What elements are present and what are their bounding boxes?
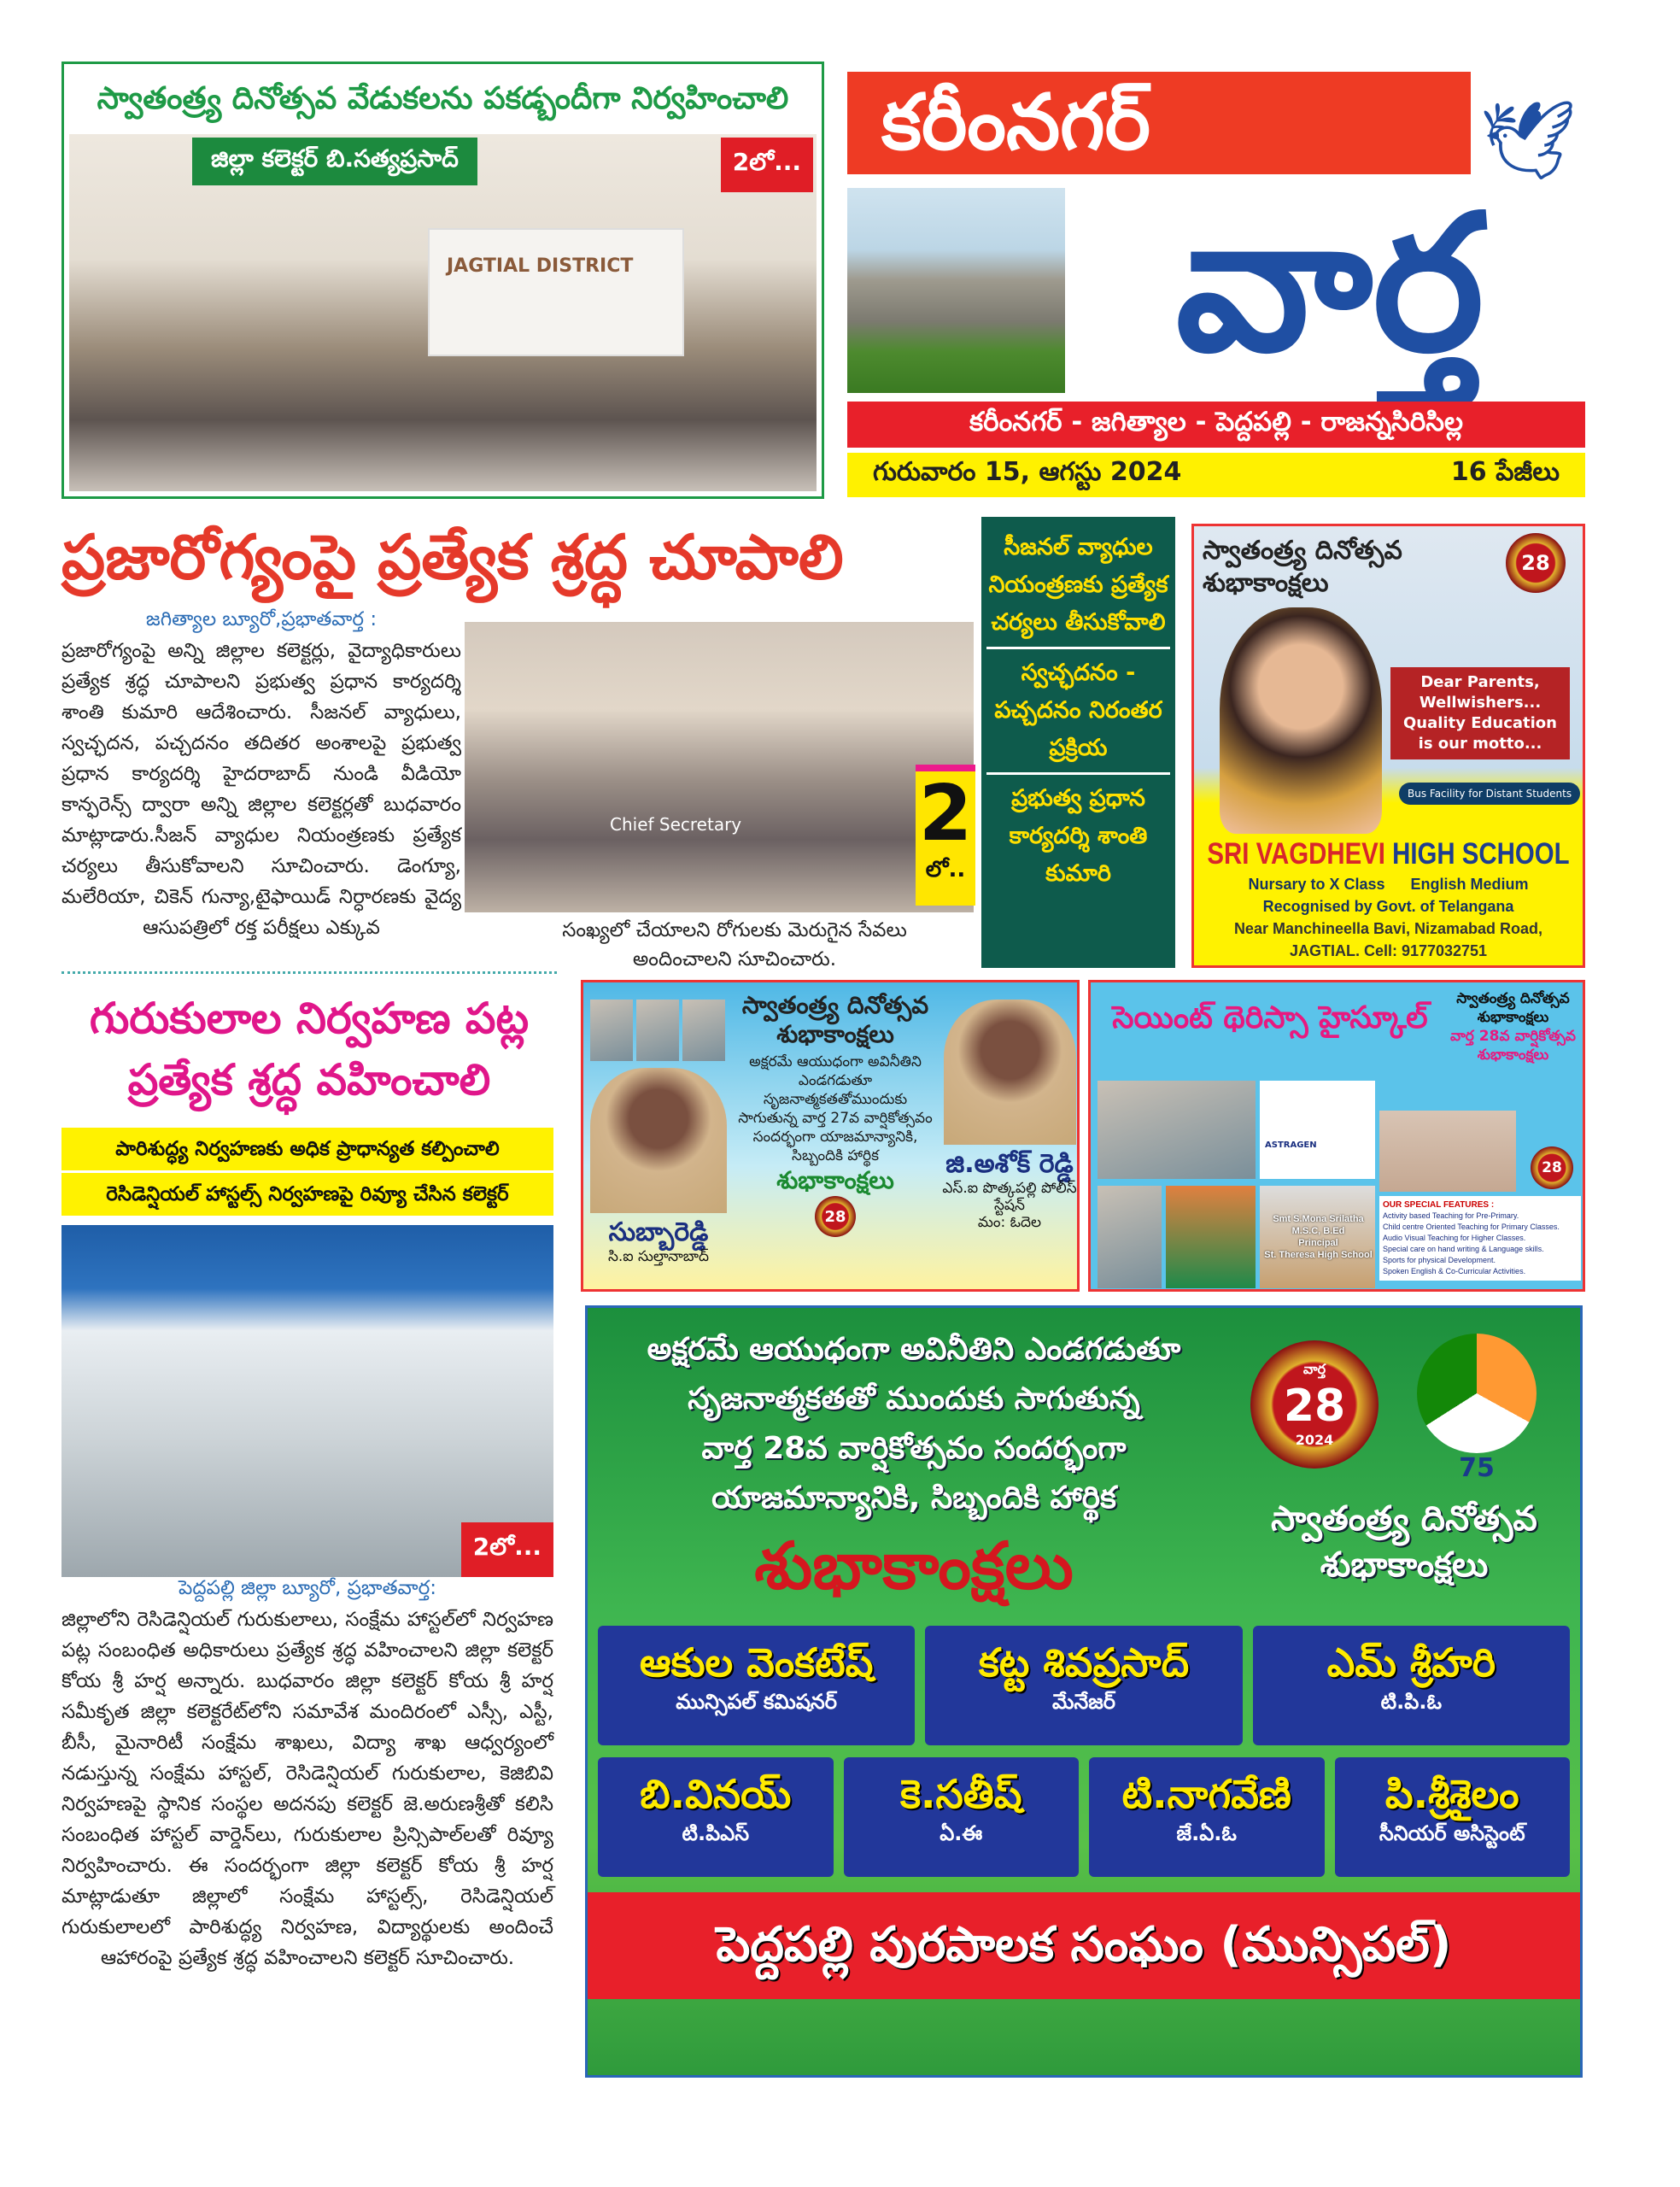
ad-title: స్వాతంత్ర్య దినోత్సవ శుభాకాంక్షలు: [741, 991, 929, 1048]
person-name: బి.వినయ్: [640, 1771, 792, 1817]
ad-wishes: శుభాకాంక్షలు: [776, 1166, 894, 1194]
features-list: [1379, 1196, 1581, 1281]
person-name: టి.నాగవేణి: [1121, 1771, 1291, 1817]
continued-page: 2: [918, 769, 973, 859]
school-details: [1194, 836, 1583, 962]
ad-footer: పెద్దపల్లి పురపాలక సంఘం (మున్సిపల్): [588, 1892, 1580, 1999]
person-card: [1089, 1757, 1325, 1877]
guru-byline: పెద్దపల్లి జిల్లా బ్యూరో, ప్రభాతవార్త:: [179, 1577, 436, 1599]
person-designation: ఎస్.ఐ పొత్కపల్లి పోలీస్ స్టేషన్: [942, 1180, 1077, 1214]
anniversary-badge: 28: [1506, 533, 1566, 593]
feature-item: Audio Visual Teaching for Higher Classes.: [1383, 1234, 1526, 1242]
person-mandal: మం: ఓదెల: [977, 1214, 1042, 1231]
ad-line: యాజమాన్యానికి, సిబ్బందికి హార్థిక: [711, 1480, 1116, 1516]
guru-subhead: పారిశుద్ధ్య నిర్వహణకు అధిక ప్రాధాన్యత కల్పించాలి: [61, 1128, 553, 1173]
masthead-dateline: [847, 453, 1585, 497]
person-name: కె.సతీష్: [899, 1771, 1022, 1817]
school-building-photo: [1379, 1111, 1516, 1192]
divider: [61, 971, 557, 974]
masthead-regions: కరీంనగర్ - జగిత్యాల - పెద్దపల్లి - రాజన్నసిరిసిల్ల: [847, 402, 1585, 448]
masthead-city: కరీంనగర్: [847, 72, 1471, 174]
person-designation: జే.ఏ.ఓ: [1176, 1821, 1237, 1845]
person-designation: టి.పి.ఓ: [1380, 1690, 1443, 1714]
continued-link[interactable]: 2లో...: [721, 138, 813, 192]
highlight-item: ప్రభుత్వ ప్రధాన కార్యదర్శి శాంతి కుమారి: [1009, 785, 1148, 887]
ad-header: [598, 1325, 1570, 1609]
top-story: [61, 62, 824, 499]
school-english-name: St. Theresa High School: [1264, 1250, 1373, 1260]
greeting: స్వాతంత్ర్య దినోత్సవ శుభాకాంక్షలు: [1456, 990, 1570, 1026]
photo-label: Chief Secretary: [610, 814, 742, 835]
person-designation: మున్సిపల్ కమిషనర్: [676, 1690, 838, 1714]
masthead-dam-photo: [847, 188, 1065, 393]
principal-title: Principal: [1298, 1238, 1338, 1248]
continued-link[interactable]: 2లో...: [461, 1522, 553, 1577]
guru-story-text: [61, 1577, 553, 1973]
person-name: ఆకుల వెంకటేష్: [639, 1639, 874, 1686]
guru-headline: గురుకులాల నిర్వహణ పట్ల ప్రత్యేక శ్రద్ధ వహించాలి: [89, 994, 530, 1105]
officer-photo: [944, 1000, 1076, 1145]
ad-wishes: శుభాకాంక్షలు: [754, 1527, 1074, 1604]
officer-photo: [590, 1000, 633, 1061]
features-title: OUR SPECIAL FEATURES :: [1383, 1200, 1495, 1210]
badge-brand: వార్త: [1302, 1361, 1326, 1377]
feature-item: Child centre Oriented Teaching for Primary Classes.: [1383, 1222, 1560, 1231]
issue-date: గురువారం 15, ఆగస్టు 2024: [873, 457, 1182, 487]
anniversary-badge: [1250, 1340, 1379, 1469]
ad-icons: [1250, 1325, 1558, 1484]
badge-number: 28: [1283, 1381, 1346, 1432]
vagdhevi-school-ad: [1191, 524, 1585, 968]
person-card: [1253, 1626, 1570, 1745]
highlight-item: స్వచ్ఛదనం - పచ్చదనం నిరంతర ప్రక్రియ: [986, 649, 1170, 775]
principal-qualification: M.S.C, B.Ed: [1291, 1226, 1345, 1236]
main-headline: ప్రజారోగ్యంపై ప్రత్యేక శ్రద్ధ చూపాలి: [61, 521, 844, 593]
person-designation: ఏ.ఈ: [940, 1821, 983, 1845]
masthead-logo: వార్త: [1175, 174, 1484, 393]
feature-item: Activity based Teaching for Pre-Primary.: [1383, 1211, 1519, 1220]
left-column: [61, 608, 557, 1973]
highlight-item: సీజనల్ వ్యాధుల నియంత్రణకు ప్రత్యేక చర్యలు తీసుకోవాలి: [986, 524, 1170, 649]
guru-subheads: [61, 1128, 553, 1216]
police-greeting-ad: [581, 980, 1080, 1292]
theresa-school-ad: [1088, 980, 1585, 1292]
person-card: [925, 1626, 1242, 1745]
student-photo: [1098, 1186, 1162, 1288]
school-name: [1207, 836, 1569, 873]
officer-photo: [590, 1068, 727, 1213]
guru-subhead: రెసిడెన్షియల్ హాస్టల్స్ నిర్వహణపై రివ్యూ చేసిన కలెక్టర్: [106, 1183, 509, 1205]
people-row: [598, 1626, 1570, 1745]
bird-icon: 🕊: [1479, 96, 1578, 185]
person-2: [942, 1149, 1077, 1231]
address: Near Manchineella Bavi, Nizamabad Road,: [1233, 920, 1543, 937]
municipal-greeting-ad: [585, 1305, 1583, 2078]
person-name: సుబ్బారెడ్డి: [608, 1217, 709, 1247]
school-info: [1194, 873, 1583, 962]
principal-info: [1261, 1213, 1375, 1261]
person-name: జి.అశోక్ రెడ్డి: [945, 1149, 1074, 1179]
brand-panel: ASTRAGEN: [1260, 1081, 1375, 1179]
person-name: కట్ట శివప్రసాద్: [978, 1639, 1190, 1686]
ad-line: సృజనాత్మకతతో ముందుకు సాగుతున్న: [688, 1381, 1140, 1416]
bus-facility: Bus Facility for Distant Students: [1399, 783, 1580, 805]
principal-name: Smt S.Mona Srilatha: [1273, 1214, 1364, 1224]
greeting: వార్త 28వ వార్షికోత్సవ శుభాకాంక్షలు: [1449, 1028, 1577, 1064]
contact: JAGTIAL. Cell: 9177032751: [1289, 942, 1488, 959]
feature-item: Spoken English & Co-Curricular Activities.: [1383, 1267, 1526, 1275]
main-byline: జగిత్యాల బ్యూరో,ప్రభాతవార్త :: [145, 608, 378, 630]
feature-item: Special care on hand writing & Language skills.: [1383, 1245, 1544, 1253]
ad-message: అక్షరమే ఆయుధంగా అవినీతిని ఎండగడుతూ సృజనాత్మకతతోముందుకు సాగుతున్న వార్త 27వ వార్షికోత్సవం సందర్భంగా యాజమాన్యానికి, సిబ్బందికి హార్థిక: [738, 1053, 933, 1164]
ad-message-block: [598, 1325, 1230, 1609]
page-count: 16 పేజీలు: [1450, 457, 1560, 487]
top-story-subtag: జిల్లా కలెక్టర్ బి.సత్యప్రసాద్: [192, 138, 477, 185]
person-designation: సీనియర్ అసిస్టెంట్: [1379, 1821, 1525, 1845]
school-name-red: SRI VAGDHEVI: [1207, 837, 1385, 871]
person-name: పి.శ్రీశైలం: [1384, 1771, 1519, 1817]
independence-greeting: స్వాతంత్ర్య దినోత్సవ శుభాకాంక్షలు: [1271, 1499, 1537, 1585]
independence-day-logo: [1396, 1325, 1558, 1484]
top-story-photo: [69, 134, 817, 491]
person-designation: సి.ఐ సుల్తానాబాద్: [607, 1248, 710, 1265]
anniversary-badge: 28: [815, 1196, 856, 1237]
person-card: [598, 1626, 915, 1745]
classes: Nursary to X Class English Medium: [1248, 876, 1529, 893]
person-designation: టి.పిఎస్: [682, 1821, 750, 1845]
main-caption: సంఖ్యలో చేయాలని రోగులకు మెరుగైన సేవలు అందించాలని సూచించారు.: [562, 919, 907, 970]
person-card: [844, 1757, 1080, 1877]
continued-badge[interactable]: [916, 765, 975, 906]
student-photo: [1166, 1186, 1256, 1288]
person-designation: మేనేజర్: [1051, 1690, 1115, 1714]
ad-greetings: [1443, 989, 1583, 1064]
guru-body: జిల్లాలోని రెసిడెన్షియల్ గురుకులాలు, సంక్షేమ హాస్టల్‌లో నిర్వహణ పట్ల సంబంధిత అధికారులు ప్రత్యేక శ్రద్ధ వహించాలని జిల్లా కలెక్టర్ కోయ శ్రీ హర్ష అన్నారు. బుధవారం జిల్లా కలెక్టర్ కోయ శ్రీ హర్ష సమీకృత జిల్లా కలెక్టరేట్‌లోని సమావేశ మందిరంలో ఎస్సీ, ఎస్టీ, బీసీ, మైనారిటీ సంక్షేమ శాఖలు, విద్యా శాఖ ఆధ్వర్యంలో నడుస్తున్న సంక్షేమ హాస్టల్, రెసిడెన్షియల్ గురుకులాల, కెజిబివి నిర్వహణపై స్థానిక సంస్థల అదనపు కలెక్టర్ జె.అరుణశ్రీతో కలిసి సంబంధిత హాస్టల్ వార్డెన్‌లు, గురుకులాల ప్రిన్సిపాల్‌లతో రివ్యూ నిర్వహించారు. ఈ సందర్భంగా జిల్లా కలెక్టర్ కోయ శ్రీ హర్ష మాట్లాడుతూ జిల్లాలో సంక్షేమ హాస్టల్స్, రెసిడెన్షియల్ గురుకులాలలో పారిశుద్ధ్య నిర్వహణ, విద్యార్థులకు అందించే ఆహారంపై ప్రత్యేక శ్రద్ధ వహించాలని కలెక్టర్ సూచించారు.: [61, 1609, 553, 1969]
feature-item: Sports for physical Development.: [1383, 1256, 1496, 1264]
child-photo: [1220, 607, 1382, 834]
anniversary-badge: 28: [1531, 1146, 1573, 1189]
person-card: [1335, 1757, 1571, 1877]
recognition: Recognised by Govt. of Telangana: [1262, 898, 1514, 915]
ad-line: వార్త 28వ వార్షికోత్సవం సందర్భంగా: [701, 1431, 1127, 1466]
ad-emblems: [1238, 1325, 1570, 1609]
people-row: [598, 1757, 1570, 1877]
person-name: ఎమ్ శ్రీహరి: [1326, 1639, 1496, 1686]
ad-center-column: [733, 991, 938, 1237]
ad-motto: Dear Parents, Wellwishers... Quality Education is our motto...: [1390, 667, 1570, 759]
officer-photo: [682, 1000, 725, 1061]
badge-year: 2024: [1295, 1432, 1334, 1448]
ad-title: స్వాతంత్ర్య దినోత్సవ శుభాకాంక్షలు: [1203, 536, 1402, 598]
school-name: సెయింట్ థెరిస్సా హైస్కూల్: [1112, 1000, 1428, 1035]
school-name-blue: HIGH SCHOOL: [1392, 837, 1570, 871]
officer-photo: [636, 1000, 679, 1061]
guru-photo: [61, 1225, 553, 1577]
person-1: [587, 1217, 730, 1265]
logo-number: 75: [1459, 1453, 1495, 1483]
main-story-text: [61, 608, 461, 971]
masthead: [847, 62, 1585, 499]
main-body: ప్రజారోగ్యంపై అన్ని జిల్లాల కలెక్టర్లు, వైద్యాధికారులు ప్రత్యేక శ్రద్ధ చూపాలని ప్రభుత్వ ప్రధాన కార్యదర్శి శాంతి కుమారి ఆదేశించారు. సీజనల్ వ్యాధులు, స్వచ్ఛదన, పచ్చదనం తదితర అంశాలపై ప్రభుత్వ ప్రధాన కార్యదర్శి హైదరాబాద్ నుండి వీడియో కాన్ఫరెన్స్ ద్వారా అన్ని జిల్లాల కలెక్టర్లతో బుధవారం మాట్లాడారు.సీజన్ వ్యాధుల నియంత్రణకు ప్రత్యేక చర్యలు తీసుకోవాలని సూచించారు. డెంగ్యూ, మలేరియా, చికెన్ గున్యా,టైఫాయిడ్ నిర్ధారణకు వైద్య ఆసుపత్రిలో రక్త పరీక్షలు ఎక్కువ: [61, 640, 461, 939]
person-card: [598, 1757, 834, 1877]
masthead-bands: [847, 402, 1585, 497]
continued-suffix: లో..: [925, 857, 966, 882]
ad-line: అక్షరమే ఆయుధంగా అవినీతిని ఎండగడుతూ: [647, 1332, 1181, 1367]
top-story-headline: స్వాతంత్ర్య దినోత్సవ వేడుకలను పకడ్బందీగా నిర్వహించాలి: [97, 81, 789, 116]
highlights-box: [981, 517, 1175, 968]
classroom-photo: [1098, 1081, 1256, 1179]
photo-sign: JAGTIAL DISTRICT: [428, 228, 684, 356]
ad-message: [598, 1325, 1230, 1523]
